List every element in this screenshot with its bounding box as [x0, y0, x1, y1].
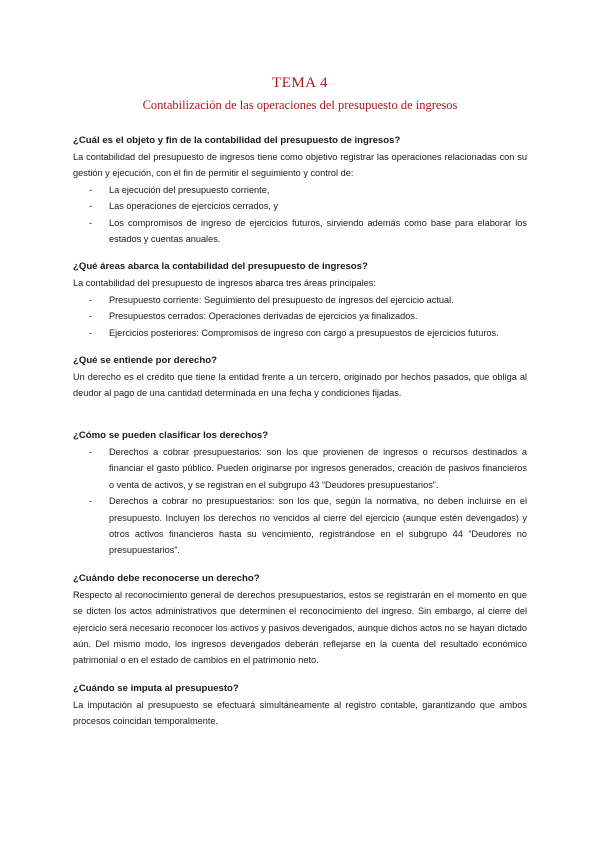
section-question: ¿Qué se entiende por derecho? [73, 355, 217, 367]
section-question: ¿Cómo se pueden clasificar los derechos? [73, 429, 269, 441]
sections-container [73, 133, 527, 730]
dash-list [73, 182, 527, 248]
dash-bullet: - [89, 446, 93, 457]
dash-bullet: - [89, 217, 93, 228]
list-item: - Ejercicios posteriores: Compromisos de ingreso con cargo a presupuestos de ejercicios futuros. [73, 325, 527, 341]
section-objeto-fin [73, 133, 527, 247]
section-paragraph: Un derecho es el crédito que tiene la entidad frente a un tercero, originado por hechos pasados, que obliga al deudor al pago de una cantidad determinada en una fecha y condiciones fijadas. [73, 372, 527, 399]
list-item: - Derechos a cobrar no presupuestarios: son los que, según la normativa, no deben incluirse en el presupuesto. Incluyen los derechos no vencidos al cierre del ejercicio (aunque estén devengados) y otros activos financieros hasta su vencimiento, registrándose en el subgrupo 44 “Deudores no presupuestarios”. [73, 493, 527, 559]
dash-bullet: - [89, 294, 93, 305]
section-clasificar [73, 428, 527, 559]
section-question: ¿Cuál es el objeto y fin de la contabilidad del presupuesto de ingresos? [73, 135, 401, 146]
list-item: - Presupuestos cerrados: Operaciones derivadas de ejercicios ya finalizados. [73, 308, 527, 324]
section-question: ¿Cuándo se imputa al presupuesto? [73, 682, 239, 694]
dash-bullet: - [89, 327, 93, 338]
section-question: ¿Qué áreas abarca la contabilidad del presupuesto de ingresos? [73, 261, 368, 273]
dash-bullet: - [89, 201, 93, 212]
section-derecho [73, 353, 527, 402]
list-item: - Las operaciones de ejercicios cerrados, y [73, 198, 527, 214]
list-item: - La ejecución del presupuesto corriente, [73, 182, 527, 198]
list-item: - Los compromisos de ingreso de ejercicios futuros, sirviendo además como base para elaborar los estados y cuentas anuales. [73, 215, 527, 248]
dash-list [73, 292, 527, 341]
dash-bullet: - [89, 184, 93, 195]
document-page [73, 0, 527, 742]
page-title: TEMA 4 [272, 75, 328, 91]
section-imputa [73, 681, 527, 730]
section-paragraph: La imputación al presupuesto se efectuará simultáneamente al registro contable, garantizando que ambos procesos coincidan temporalmente. [73, 699, 527, 727]
dash-list [73, 444, 527, 559]
dash-bullet: - [89, 496, 93, 507]
page-subtitle: Contabilización de las operaciones del presupuesto de ingresos [142, 98, 458, 112]
section-paragraph: Respecto al reconocimiento general de derechos presupuestarios, estos se registrarán en el momento en que se dicten los actos administrativos que determinen el reconocimiento del ingreso. Sin embargo, al cierre del ejercicio será necesario reconocer los activos y pasivos devengados, aunque dichos actos no se hayan dictado aún. Del mismo modo, los ingresos devengados deberán reflejarse en la cuenta del resultado económico patrimonial o en el estado de cambios en el patrimonio neto. [73, 589, 527, 666]
section-paragraph: La contabilidad del presupuesto de ingresos abarca tres áreas principales: [73, 278, 376, 289]
section-reconocer [73, 571, 527, 669]
section-areas [73, 259, 527, 341]
section-paragraph: La contabilidad del presupuesto de ingresos tiene como objetivo registrar las operaciones relacionadas con su gestión y ejecución, con el fin de permitir el seguimiento y control de: [73, 152, 527, 179]
section-question: ¿Cuándo debe reconocerse un derecho? [73, 572, 260, 584]
dash-bullet: - [89, 311, 93, 322]
list-item: - Presupuesto corriente: Seguimiento del presupuesto de ingresos del ejercicio actual. [73, 292, 527, 308]
list-item: - Derechos a cobrar presupuestarios: son los que provienen de ingresos o recursos destinados a financiar el gasto público. Pueden originarse por ingresos generados, creación de pasivos financieros o venta de activos, y se registran en el subgrupo 43 “Deudores presupuestarios”. [73, 444, 527, 493]
